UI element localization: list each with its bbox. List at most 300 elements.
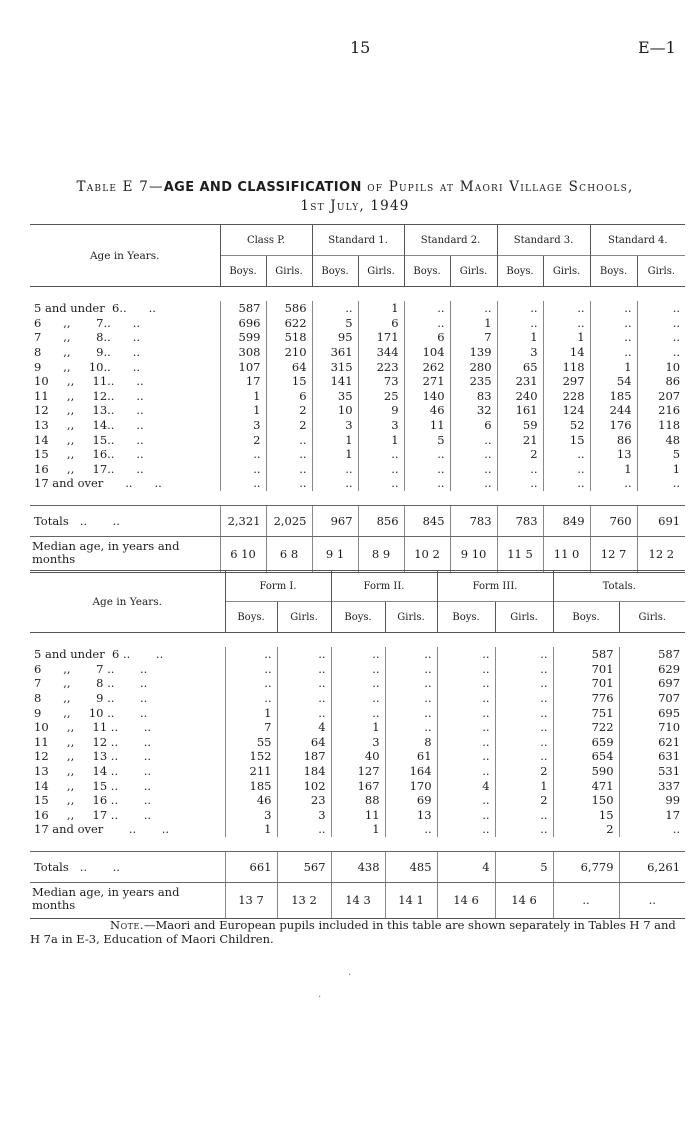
value-cell: .. — [220, 447, 266, 462]
table-row — [30, 432, 685, 447]
value-cell: 185 — [225, 778, 277, 793]
value-cell: 15 — [543, 432, 590, 447]
boys-header: Boys. — [497, 256, 543, 287]
value-cell: .. — [543, 476, 590, 491]
page-number: 15 — [350, 38, 371, 57]
value-cell: 6 — [266, 389, 312, 404]
value-cell: .. — [277, 822, 331, 837]
age-cell: 5 and under 6.. .. — [34, 301, 156, 316]
value-cell: 361 — [312, 345, 358, 360]
value-cell: 161 — [497, 403, 543, 418]
table-row — [30, 764, 685, 779]
table-forms — [30, 570, 685, 919]
value-cell: 235 — [450, 374, 497, 389]
age-header: Age in Years. — [92, 595, 163, 608]
age-cell: 6 ,, 7.. .. — [34, 315, 141, 330]
value-cell: 2 — [266, 403, 312, 418]
group-header: Form III. — [437, 571, 553, 602]
age-cell: 17 and over .. .. — [34, 822, 170, 837]
value-cell: .. — [543, 316, 590, 331]
value-cell: .. — [495, 808, 553, 823]
value-cell: 1 — [590, 462, 637, 477]
value-cell: 1 — [312, 432, 358, 447]
value-cell: .. — [637, 345, 685, 360]
value-cell: 518 — [266, 330, 312, 345]
value-cell: 695 — [619, 705, 685, 720]
age-cell: 14 ,, 15 .. .. — [34, 778, 151, 793]
value-cell: .. — [437, 764, 495, 779]
value-cell: 5 — [404, 432, 450, 447]
value-cell: 52 — [543, 418, 590, 433]
value-cell: 185 — [590, 389, 637, 404]
total-cell: 2,025 — [266, 505, 312, 536]
totals-row — [30, 505, 685, 536]
median-cell: 6 8 — [266, 536, 312, 572]
value-cell: 69 — [385, 793, 437, 808]
value-cell: 2 — [266, 418, 312, 433]
value-cell: .. — [437, 793, 495, 808]
value-cell: 4 — [437, 778, 495, 793]
age-cell: 11 ,, 12.. .. — [34, 388, 144, 403]
value-cell: 751 — [553, 705, 619, 720]
girls-header: Girls. — [385, 602, 437, 633]
value-cell: .. — [450, 432, 497, 447]
value-cell: 95 — [312, 330, 358, 345]
median-cell: 14 3 — [331, 882, 385, 918]
median-label: Median age, in years and months — [30, 882, 225, 918]
value-cell: 696 — [220, 316, 266, 331]
value-cell: .. — [437, 647, 495, 662]
value-cell: 1 — [637, 462, 685, 477]
value-cell: 710 — [619, 720, 685, 735]
table-row — [30, 778, 685, 793]
value-cell: 1 — [220, 403, 266, 418]
value-cell: 3 — [358, 418, 404, 433]
table-row — [30, 662, 685, 677]
value-cell: .. — [450, 301, 497, 316]
value-cell: .. — [331, 705, 385, 720]
value-cell: .. — [437, 720, 495, 735]
table-row — [30, 808, 685, 823]
value-cell: 1 — [331, 720, 385, 735]
boys-header: Boys. — [437, 602, 495, 633]
value-cell: .. — [543, 301, 590, 316]
value-cell: .. — [404, 447, 450, 462]
value-cell: 586 — [266, 301, 312, 316]
totals-label: Totals .. .. — [30, 505, 220, 536]
value-cell: 141 — [312, 374, 358, 389]
value-cell: 3 — [312, 418, 358, 433]
value-cell: .. — [358, 476, 404, 491]
value-cell: .. — [312, 301, 358, 316]
value-cell: 150 — [553, 793, 619, 808]
value-cell: .. — [277, 662, 331, 677]
total-cell: 567 — [277, 851, 331, 882]
total-cell: 661 — [225, 851, 277, 882]
value-cell: 17 — [619, 808, 685, 823]
value-cell: .. — [437, 691, 495, 706]
value-cell: 32 — [450, 403, 497, 418]
value-cell: .. — [450, 476, 497, 491]
age-cell: 14 ,, 15.. .. — [34, 432, 144, 447]
value-cell: .. — [220, 476, 266, 491]
table-row — [30, 301, 685, 316]
table-standards — [30, 224, 685, 573]
value-cell: .. — [385, 676, 437, 691]
girls-header: Girls. — [266, 256, 312, 287]
value-cell: 223 — [358, 359, 404, 374]
value-cell: .. — [225, 647, 277, 662]
value-cell: 590 — [553, 764, 619, 779]
median-cell: 11 0 — [543, 536, 590, 572]
value-cell: 701 — [553, 662, 619, 677]
median-cell: 8 9 — [358, 536, 404, 572]
value-cell: 55 — [225, 735, 277, 750]
age-cell: 13 ,, 14.. .. — [34, 418, 144, 433]
total-cell: 6,261 — [619, 851, 685, 882]
value-cell: 216 — [637, 403, 685, 418]
total-cell: 438 — [331, 851, 385, 882]
value-cell: 228 — [543, 389, 590, 404]
table-row — [30, 822, 685, 837]
value-cell: 2 — [495, 764, 553, 779]
group-header: Standard 1. — [312, 225, 404, 256]
total-cell: 856 — [358, 505, 404, 536]
median-cell: 10 2 — [404, 536, 450, 572]
value-cell: .. — [277, 691, 331, 706]
value-cell: 176 — [590, 418, 637, 433]
value-cell: 3 — [225, 808, 277, 823]
table-row — [30, 330, 685, 345]
girls-header: Girls. — [637, 256, 685, 287]
boys-header: Boys. — [225, 602, 277, 633]
median-row — [30, 536, 685, 572]
group-header: Standard 2. — [404, 225, 497, 256]
totals-row — [30, 851, 685, 882]
value-cell: .. — [437, 808, 495, 823]
value-cell: .. — [590, 301, 637, 316]
value-cell: .. — [404, 316, 450, 331]
value-cell: 5 — [637, 447, 685, 462]
value-cell: .. — [266, 447, 312, 462]
value-cell: 46 — [404, 403, 450, 418]
value-cell: .. — [619, 822, 685, 837]
total-cell: 783 — [450, 505, 497, 536]
value-cell: .. — [277, 676, 331, 691]
table-row — [30, 476, 685, 491]
value-cell: 621 — [619, 735, 685, 750]
boys-header: Boys. — [553, 602, 619, 633]
age-header: Age in Years. — [89, 249, 160, 262]
value-cell: 10 — [312, 403, 358, 418]
boys-header: Boys. — [312, 256, 358, 287]
value-cell: .. — [225, 676, 277, 691]
value-cell: 64 — [277, 735, 331, 750]
value-cell: 1 — [225, 705, 277, 720]
title-prefix: Table E 7— — [76, 179, 164, 195]
value-cell: 164 — [385, 764, 437, 779]
value-cell: 1 — [495, 778, 553, 793]
table-row — [30, 691, 685, 706]
value-cell: .. — [437, 676, 495, 691]
table-row — [30, 793, 685, 808]
value-cell: .. — [450, 462, 497, 477]
value-cell: 210 — [266, 345, 312, 360]
value-cell: 86 — [590, 432, 637, 447]
value-cell: .. — [450, 447, 497, 462]
value-cell: 152 — [225, 749, 277, 764]
value-cell: 1 — [220, 389, 266, 404]
value-cell: .. — [385, 647, 437, 662]
value-cell: .. — [497, 301, 543, 316]
value-cell: 1 — [358, 432, 404, 447]
value-cell: 631 — [619, 749, 685, 764]
value-cell: .. — [312, 476, 358, 491]
age-cell: 16 ,, 17 .. .. — [34, 807, 151, 822]
value-cell: 531 — [619, 764, 685, 779]
value-cell: 15 — [553, 808, 619, 823]
value-cell: 118 — [637, 418, 685, 433]
value-cell: 211 — [225, 764, 277, 779]
value-cell: .. — [590, 345, 637, 360]
value-cell: 244 — [590, 403, 637, 418]
girls-header: Girls. — [358, 256, 404, 287]
value-cell: .. — [637, 476, 685, 491]
value-cell: 170 — [385, 778, 437, 793]
age-cell: 15 ,, 16 .. .. — [34, 793, 151, 808]
median-cell: 14 6 — [495, 882, 553, 918]
value-cell: .. — [358, 462, 404, 477]
value-cell: .. — [404, 301, 450, 316]
value-cell: 1 — [331, 822, 385, 837]
value-cell: 3 — [497, 345, 543, 360]
girls-header: Girls. — [543, 256, 590, 287]
value-cell: 587 — [619, 647, 685, 662]
value-cell: 6 — [404, 330, 450, 345]
table-row — [30, 359, 685, 374]
value-cell: 23 — [277, 793, 331, 808]
value-cell: .. — [266, 432, 312, 447]
value-cell: 1 — [225, 822, 277, 837]
value-cell: .. — [495, 749, 553, 764]
age-cell: 8 ,, 9 .. .. — [34, 691, 148, 706]
table-row — [30, 735, 685, 750]
table-row — [30, 720, 685, 735]
footnote-label: Note. — [110, 918, 144, 932]
value-cell: 271 — [404, 374, 450, 389]
value-cell: 73 — [358, 374, 404, 389]
value-cell: 21 — [497, 432, 543, 447]
totals-label: Totals .. .. — [30, 851, 225, 882]
total-cell: 6,779 — [553, 851, 619, 882]
value-cell: .. — [385, 662, 437, 677]
value-cell: 9 — [358, 403, 404, 418]
age-cell: 11 ,, 12 .. .. — [34, 734, 151, 749]
value-cell: .. — [495, 822, 553, 837]
value-cell: .. — [385, 720, 437, 735]
title-bold: AGE AND CLASSIFICATION — [163, 180, 362, 195]
page-reference: E—1 — [638, 38, 676, 57]
table-row — [30, 705, 685, 720]
median-cell: 14 6 — [437, 882, 495, 918]
value-cell: 587 — [553, 647, 619, 662]
median-cell: 13 2 — [277, 882, 331, 918]
table-row — [30, 403, 685, 418]
value-cell: .. — [220, 462, 266, 477]
value-cell: 2 — [220, 432, 266, 447]
group-header: Totals. — [553, 571, 685, 602]
age-cell: 12 ,, 13.. .. — [34, 403, 144, 418]
total-cell: 5 — [495, 851, 553, 882]
median-cell: 14 1 — [385, 882, 437, 918]
footnote — [30, 918, 680, 946]
group-header: Form I. — [225, 571, 331, 602]
value-cell: 102 — [277, 778, 331, 793]
value-cell: 2 — [495, 793, 553, 808]
value-cell: .. — [437, 662, 495, 677]
value-cell: 207 — [637, 389, 685, 404]
value-cell: 99 — [619, 793, 685, 808]
total-cell: 845 — [404, 505, 450, 536]
table-row — [30, 462, 685, 477]
value-cell: .. — [331, 647, 385, 662]
value-cell: 140 — [404, 389, 450, 404]
value-cell: .. — [637, 301, 685, 316]
value-cell: 776 — [553, 691, 619, 706]
value-cell: 184 — [277, 764, 331, 779]
value-cell: 1 — [497, 330, 543, 345]
total-cell: 2,321 — [220, 505, 266, 536]
value-cell: 5 — [312, 316, 358, 331]
title-suffix: of Pupils at Maori Village Schools, — [361, 179, 634, 195]
value-cell: 1 — [358, 301, 404, 316]
value-cell: 337 — [619, 778, 685, 793]
value-cell: .. — [637, 316, 685, 331]
value-cell: .. — [495, 647, 553, 662]
value-cell: 3 — [220, 418, 266, 433]
value-cell: 127 — [331, 764, 385, 779]
median-cell: .. — [553, 882, 619, 918]
table-row — [30, 676, 685, 691]
median-row — [30, 882, 685, 918]
value-cell: .. — [495, 705, 553, 720]
table-row — [30, 389, 685, 404]
value-cell: 11 — [404, 418, 450, 433]
total-cell: 4 — [437, 851, 495, 882]
age-cell: 5 and under 6 .. .. — [34, 647, 164, 662]
group-header: Form II. — [331, 571, 437, 602]
value-cell: .. — [495, 691, 553, 706]
value-cell: .. — [331, 676, 385, 691]
value-cell: .. — [331, 662, 385, 677]
value-cell: 118 — [543, 359, 590, 374]
boys-header: Boys. — [590, 256, 637, 287]
age-cell: 16 ,, 17.. .. — [34, 461, 144, 476]
median-cell: 12 2 — [637, 536, 685, 572]
value-cell: .. — [225, 691, 277, 706]
value-cell: 187 — [277, 749, 331, 764]
age-cell: 17 and over .. .. — [34, 476, 162, 491]
title-date: 1st July, 1949 — [300, 198, 410, 214]
value-cell: 1 — [543, 330, 590, 345]
value-cell: 587 — [220, 301, 266, 316]
value-cell: .. — [497, 316, 543, 331]
value-cell: .. — [277, 647, 331, 662]
value-cell: 3 — [331, 735, 385, 750]
value-cell: 48 — [637, 432, 685, 447]
age-cell: 10 ,, 11.. .. — [34, 374, 144, 389]
value-cell: 6 — [450, 418, 497, 433]
table-row — [30, 749, 685, 764]
value-cell: 124 — [543, 403, 590, 418]
value-cell: 86 — [637, 374, 685, 389]
value-cell: 629 — [619, 662, 685, 677]
value-cell: 707 — [619, 691, 685, 706]
value-cell: 2 — [553, 822, 619, 837]
median-cell: 13 7 — [225, 882, 277, 918]
value-cell: 2 — [497, 447, 543, 462]
age-cell: 13 ,, 14 .. .. — [34, 764, 151, 779]
value-cell: .. — [437, 735, 495, 750]
value-cell: 7 — [450, 330, 497, 345]
value-cell: .. — [437, 822, 495, 837]
value-cell: 308 — [220, 345, 266, 360]
value-cell: 11 — [331, 808, 385, 823]
value-cell: 65 — [497, 359, 543, 374]
group-header: Standard 4. — [590, 225, 685, 256]
value-cell: .. — [437, 705, 495, 720]
total-cell: 849 — [543, 505, 590, 536]
group-header: Standard 3. — [497, 225, 590, 256]
value-cell: .. — [404, 476, 450, 491]
value-cell: .. — [385, 705, 437, 720]
value-cell: 171 — [358, 330, 404, 345]
total-cell: 485 — [385, 851, 437, 882]
value-cell: 8 — [385, 735, 437, 750]
value-cell: 315 — [312, 359, 358, 374]
value-cell: .. — [497, 476, 543, 491]
value-cell: .. — [495, 676, 553, 691]
table-row — [30, 418, 685, 433]
total-cell: 760 — [590, 505, 637, 536]
value-cell: 61 — [385, 749, 437, 764]
value-cell: 471 — [553, 778, 619, 793]
age-cell: 8 ,, 9.. .. — [34, 345, 141, 360]
value-cell: .. — [543, 462, 590, 477]
value-cell: 297 — [543, 374, 590, 389]
boys-header: Boys. — [404, 256, 450, 287]
value-cell: .. — [266, 462, 312, 477]
girls-header: Girls. — [450, 256, 497, 287]
median-cell: 9 10 — [450, 536, 497, 572]
value-cell: 240 — [497, 389, 543, 404]
value-cell: .. — [543, 447, 590, 462]
value-cell: 104 — [404, 345, 450, 360]
value-cell: .. — [495, 720, 553, 735]
total-cell: 783 — [497, 505, 543, 536]
value-cell: .. — [225, 662, 277, 677]
median-cell: 9 1 — [312, 536, 358, 572]
value-cell: 54 — [590, 374, 637, 389]
value-cell: 231 — [497, 374, 543, 389]
value-cell: 40 — [331, 749, 385, 764]
age-cell: 9 ,, 10 .. .. — [34, 705, 148, 720]
age-cell: 7 ,, 8.. .. — [34, 330, 141, 345]
value-cell: 6 — [358, 316, 404, 331]
value-cell: 167 — [331, 778, 385, 793]
value-cell: 722 — [553, 720, 619, 735]
value-cell: 659 — [553, 735, 619, 750]
